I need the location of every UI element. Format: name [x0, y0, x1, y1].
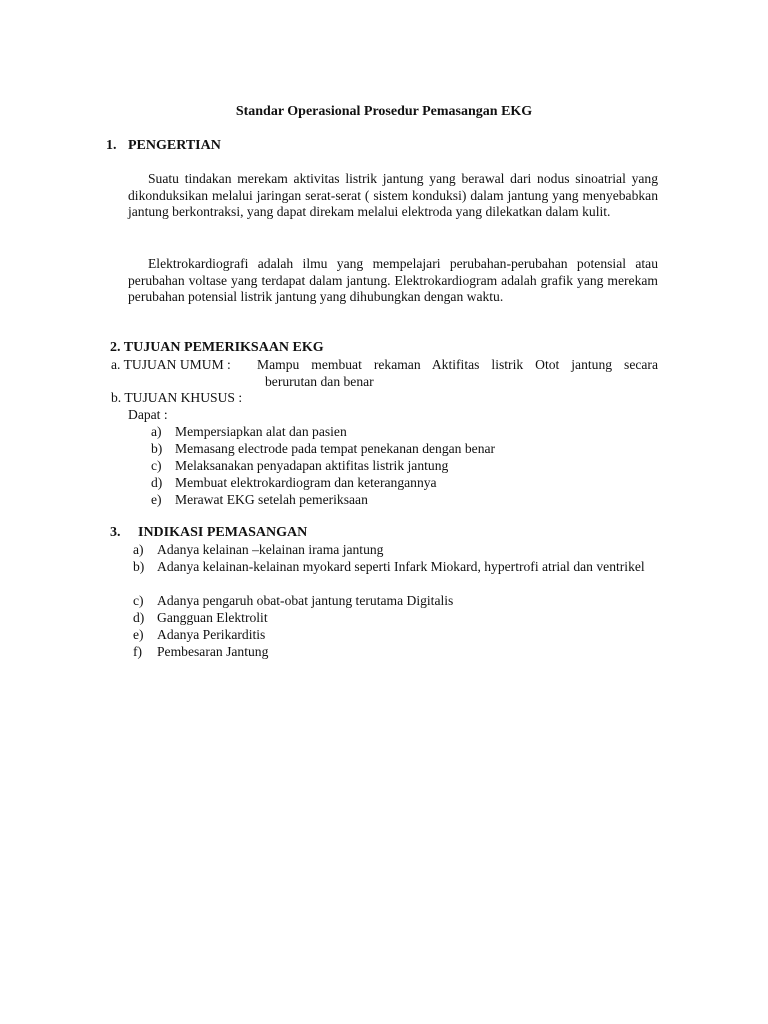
tujuan-umum-text-line1: Mampu membuat rekaman Aktifitas listrik Otot jantung secara: [257, 357, 658, 372]
list-item: [133, 593, 453, 610]
list-marker: c): [133, 593, 144, 608]
list-item: [151, 458, 448, 475]
section1-number: 1.: [106, 138, 117, 153]
list-marker: b): [151, 441, 163, 456]
list-item: [151, 441, 495, 458]
list-marker: a): [151, 424, 162, 439]
list-text: Merawat EKG setelah pemeriksaan: [175, 492, 368, 507]
list-marker: d): [133, 610, 145, 625]
list-marker: f): [133, 644, 143, 659]
document-title: Standar Operasional Prosedur Pemasangan EKG: [235, 104, 533, 119]
list-item: [133, 542, 383, 559]
tujuan-khusus-label: b. TUJUAN KHUSUS :: [111, 390, 243, 405]
list-text: Pembesaran Jantung: [157, 644, 269, 659]
list-text: Adanya pengaruh obat-obat jantung terutama Digitalis: [157, 593, 454, 608]
list-text: Adanya kelainan-kelainan myokard seperti Infark Miokard, hypertrofi atrial dan ventrikel: [157, 559, 645, 574]
list-marker: c): [151, 458, 162, 473]
list-text: Mempersiapkan alat dan pasien: [175, 424, 347, 439]
section1-paragraph-2-text: Elektrokardiografi adalah ilmu yang mempelajari perubahan-perubahan potensial atau perubahan voltase yang terdapat dalam jantung. Elektrokardiogram adalah grafik yang merekam perubahan potensial listrik jantung yang dihubungkan dengan waktu.: [128, 256, 658, 305]
list-item: [133, 559, 659, 576]
list-item: [133, 627, 265, 644]
list-text: Adanya Perikarditis: [157, 627, 266, 642]
section2-heading: 2. TUJUAN PEMERIKSAAN EKG: [110, 340, 324, 355]
list-text: Gangguan Elektrolit: [157, 610, 268, 625]
list-text: Adanya kelainan –kelainan irama jantung: [157, 542, 384, 557]
list-item: [151, 424, 347, 441]
tujuan-umum-text-line2: berurutan dan benar: [265, 374, 374, 389]
list-marker: a): [133, 542, 144, 557]
list-text: Melaksanakan penyadapan aktifitas listrik jantung: [175, 458, 449, 473]
list-marker: e): [133, 627, 144, 642]
section1-paragraph-1: [128, 171, 658, 221]
list-text: Membuat elektrokardiogram dan keterangannya: [175, 475, 437, 490]
section1-paragraph-1-text: Suatu tindakan merekam aktivitas listrik jantung yang berawal dari nodus sinoatrial yang dikonduksikan melalui jaringan serat-serat ( sistem konduksi) dalam jantung yang menyebabkan jantung berkontraksi, yang dapat direkam melalui elektroda yang dilekatkan dalam kulit.: [128, 171, 658, 220]
list-item: [151, 492, 368, 509]
list-marker: e): [151, 492, 162, 507]
section3-number: 3.: [110, 525, 121, 540]
list-item: [151, 475, 437, 492]
section1-heading: PENGERTIAN: [128, 138, 221, 153]
list-item: [133, 610, 268, 627]
list-text: Memasang electrode pada tempat penekanan dengan benar: [175, 441, 496, 456]
list-item: [133, 644, 268, 661]
tujuan-umum-label: a. TUJUAN UMUM :: [111, 357, 231, 372]
section3-heading: INDIKASI PEMASANGAN: [138, 525, 308, 540]
section1-paragraph-2: [128, 256, 658, 306]
list-marker: b): [133, 559, 145, 574]
list-marker: d): [151, 475, 163, 490]
dapat-label: Dapat :: [128, 407, 168, 422]
